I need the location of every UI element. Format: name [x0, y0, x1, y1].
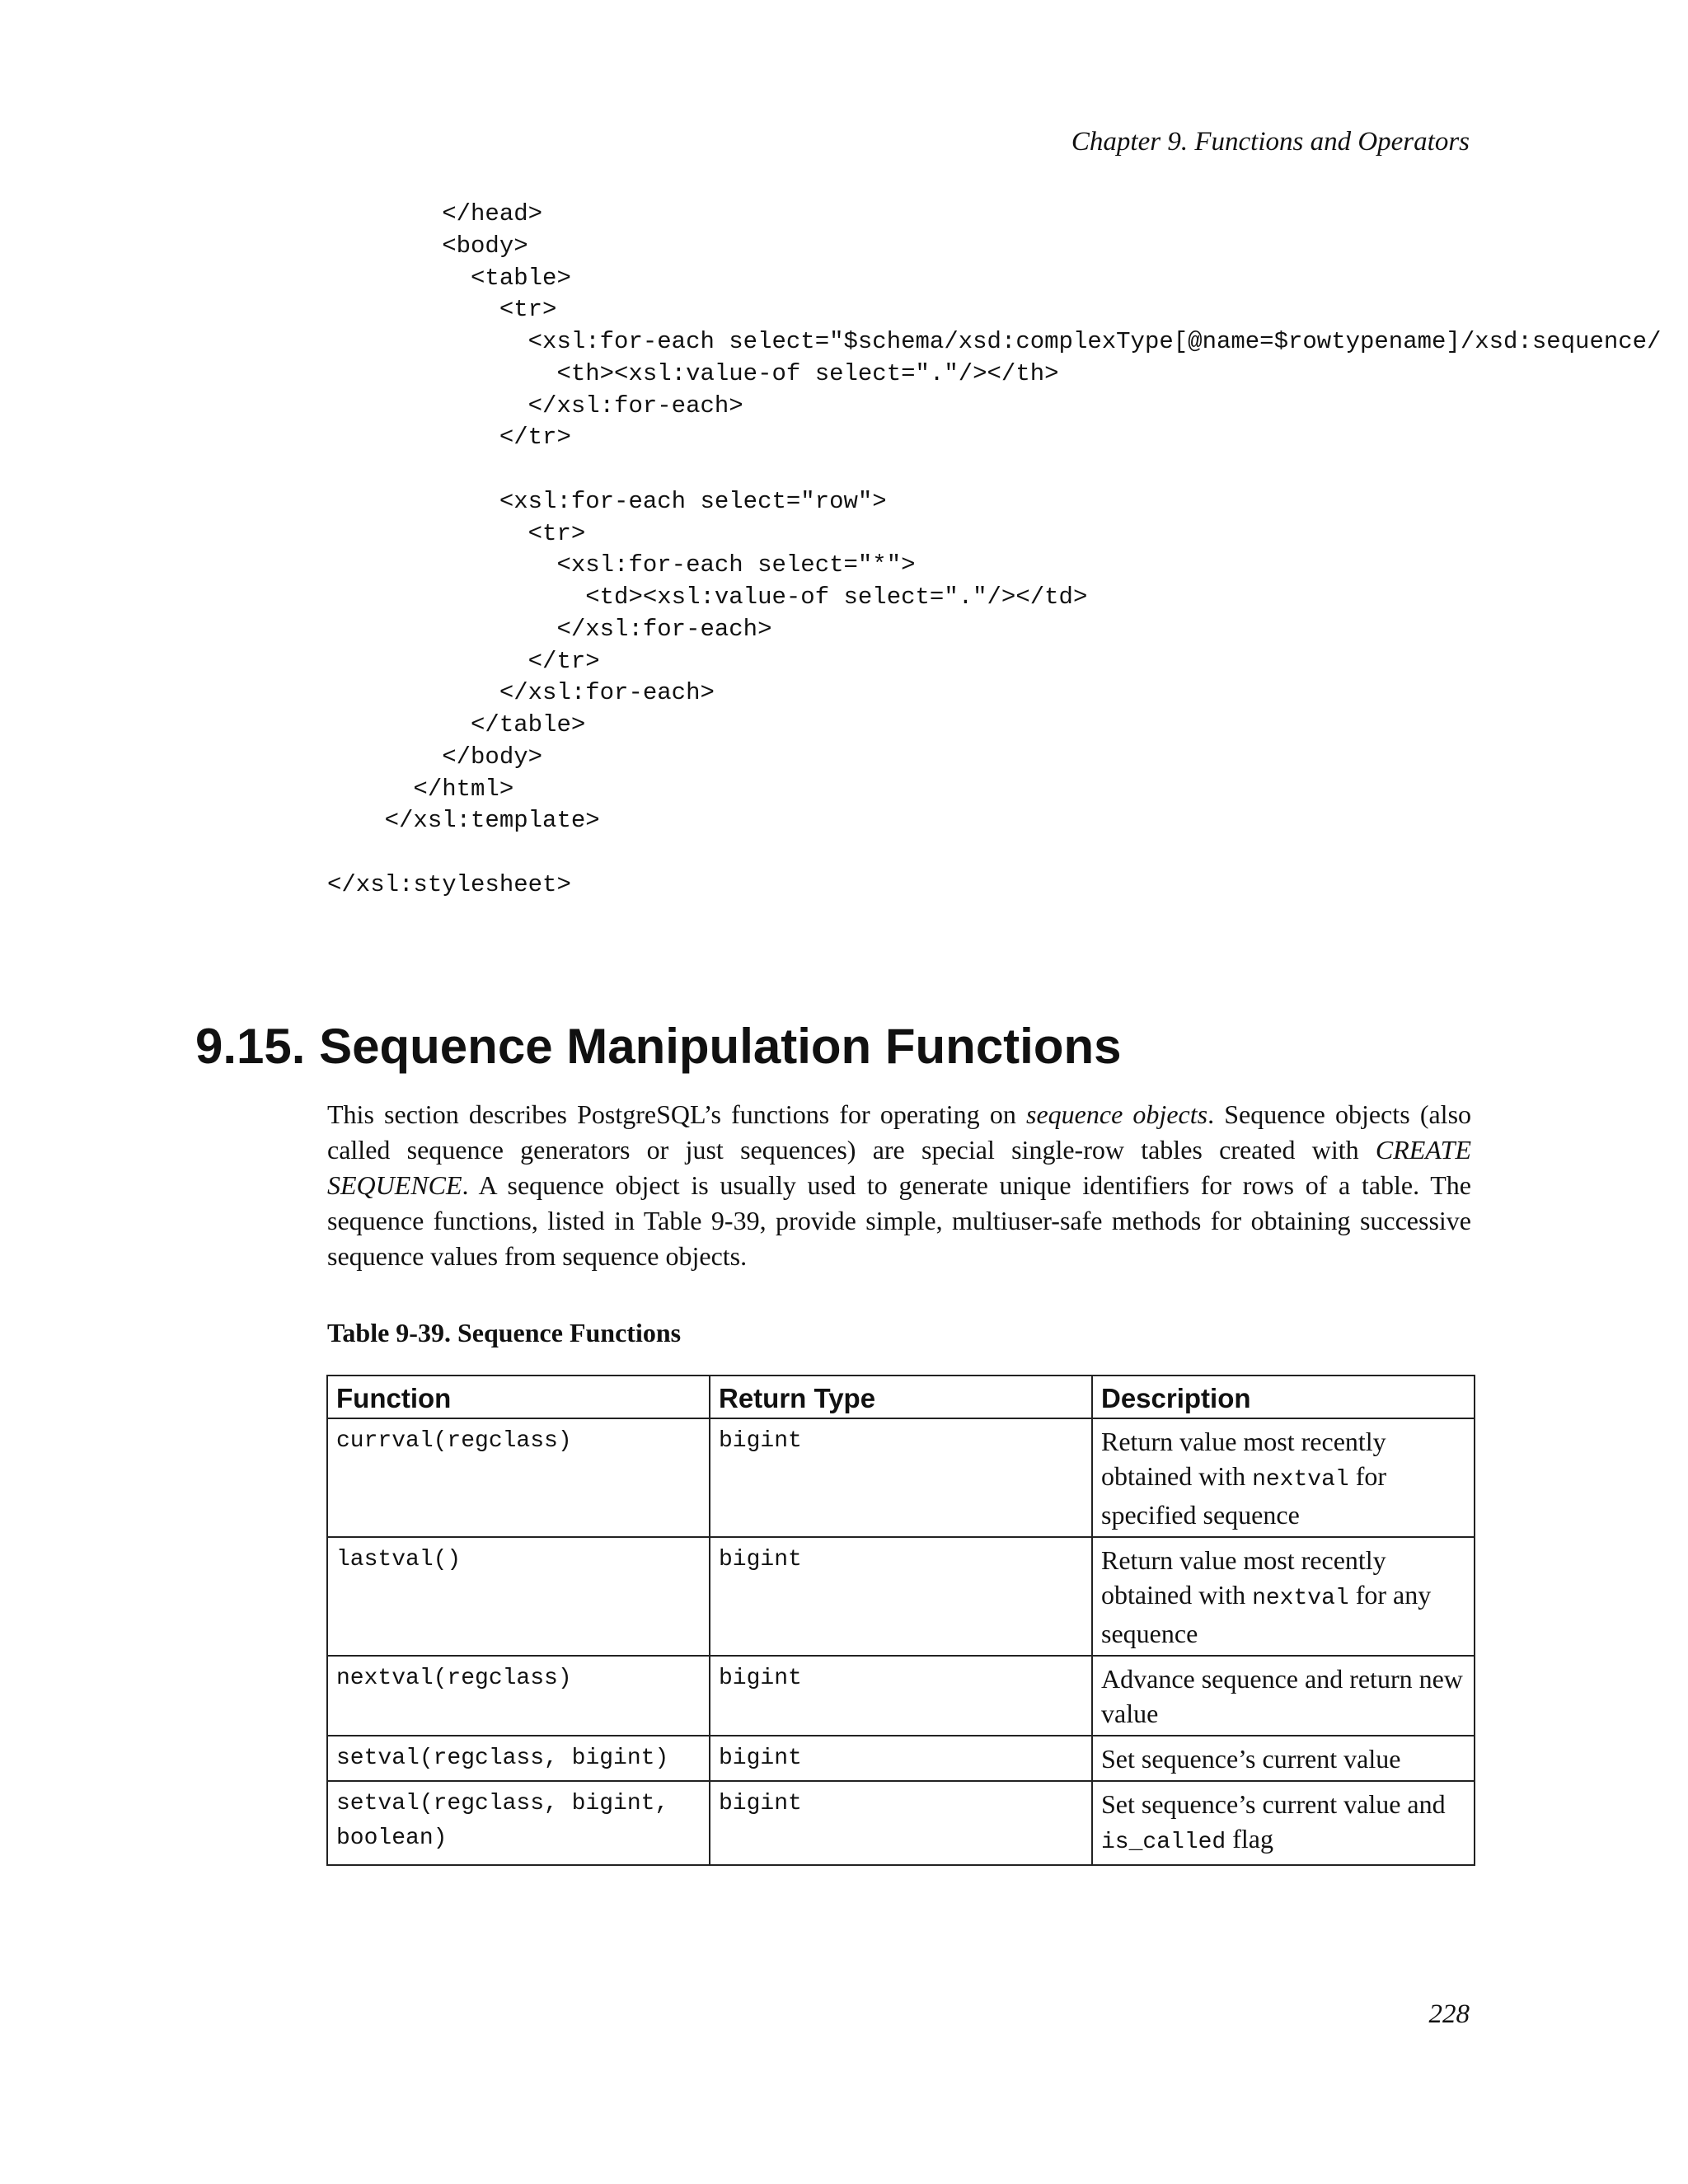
- code-line: <tr>: [327, 519, 586, 547]
- code-line: </html>: [327, 775, 514, 803]
- table-row: [327, 1537, 1475, 1656]
- table-row: [327, 1418, 1475, 1537]
- intro-text: This section describes PostgreSQL’s functions for operating on: [327, 1099, 1026, 1129]
- code-line: <td><xsl:value-of select="."/></td>: [327, 583, 1088, 611]
- return-type-cell: bigint: [710, 1418, 1092, 1537]
- return-type-cell: bigint: [710, 1537, 1092, 1656]
- code-line: [327, 454, 1688, 486]
- description-text: Set sequence’s current value and: [1101, 1789, 1446, 1819]
- sequence-functions-table: [326, 1375, 1475, 1866]
- code-line: <xsl:for-each select="*">: [327, 551, 916, 579]
- running-header: Chapter 9. Functions and Operators: [1071, 127, 1470, 157]
- return-type-cell: bigint: [710, 1656, 1092, 1736]
- description-cell: [1092, 1736, 1475, 1781]
- section-title: 9.15. Sequence Manipulation Functions: [195, 1019, 1122, 1074]
- description-text: Return value most recently obtained with: [1101, 1545, 1386, 1610]
- description-cell: [1092, 1781, 1475, 1865]
- function-cell: nextval(regclass): [327, 1656, 710, 1736]
- code-line: <xsl:for-each select="row">: [327, 487, 887, 515]
- return-type-cell: bigint: [710, 1781, 1092, 1865]
- intro-emphasis: CREATE SEQUENCE: [327, 1135, 1471, 1200]
- description-code: is_called: [1101, 1830, 1226, 1855]
- column-header-function: Function: [327, 1376, 710, 1418]
- description-text: for specified sequence: [1101, 1461, 1387, 1530]
- code-line: </xsl:for-each>: [327, 391, 743, 419]
- code-line: <table>: [327, 264, 571, 292]
- function-cell: setval(regclass, bigint, boolean): [327, 1781, 710, 1865]
- code-line: </xsl:for-each>: [327, 679, 715, 707]
- description-text: flag: [1226, 1824, 1273, 1854]
- code-block: [327, 199, 1688, 902]
- description-cell: [1092, 1656, 1475, 1736]
- table-row: [327, 1736, 1475, 1781]
- code-line: </head>: [327, 200, 543, 227]
- code-line: <body>: [327, 232, 528, 260]
- table-header-row: [327, 1376, 1475, 1418]
- description-code: nextval: [1252, 1467, 1349, 1493]
- intro-emphasis: sequence objects: [1026, 1099, 1208, 1129]
- code-line: [327, 837, 1688, 869]
- table-row: [327, 1656, 1475, 1736]
- page-number: 228: [1428, 1999, 1470, 2029]
- description-code: nextval: [1252, 1586, 1349, 1611]
- intro-text: . A sequence object is usually used to generate unique identifiers for rows of a table. The sequence functions, listed in Table 9-39, provide simple, multiuser-safe methods for obtaining successive sequence values from sequence objects.: [327, 1170, 1471, 1271]
- intro-paragraph: [327, 1097, 1471, 1274]
- intro-text: . Sequence objects (also called sequence generators or just sequences) are special single-row tables created with: [327, 1099, 1472, 1165]
- function-cell: setval(regclass, bigint): [327, 1736, 710, 1781]
- column-header-description: Description: [1092, 1376, 1475, 1418]
- description-text: Set sequence’s current value: [1101, 1744, 1401, 1774]
- description-text: Return value most recently obtained with: [1101, 1427, 1386, 1491]
- code-line: </tr>: [327, 424, 571, 452]
- function-cell: lastval(): [327, 1537, 710, 1656]
- code-line: <xsl:for-each select="$schema/xsd:complexType[@name=$rowtypename]/xsd:sequence/: [327, 328, 1662, 355]
- code-line: </table>: [327, 711, 586, 738]
- table-caption: Table 9-39. Sequence Functions: [327, 1318, 682, 1347]
- code-line: </xsl:for-each>: [327, 615, 772, 643]
- code-line: <tr>: [327, 296, 557, 324]
- function-cell: currval(regclass): [327, 1418, 710, 1537]
- description-text: Advance sequence and return new value: [1101, 1664, 1463, 1728]
- code-line: </xsl:stylesheet>: [327, 870, 571, 898]
- description-cell: [1092, 1537, 1475, 1656]
- code-line: </body>: [327, 743, 543, 771]
- description-text: for any sequence: [1101, 1580, 1432, 1648]
- return-type-cell: bigint: [710, 1736, 1092, 1781]
- code-line: <th><xsl:value-of select="."/></th>: [327, 359, 1059, 387]
- table-row: [327, 1781, 1475, 1865]
- code-line: </xsl:template>: [327, 807, 600, 835]
- code-line: </tr>: [327, 647, 600, 675]
- column-header-return-type: Return Type: [710, 1376, 1092, 1418]
- description-cell: [1092, 1418, 1475, 1537]
